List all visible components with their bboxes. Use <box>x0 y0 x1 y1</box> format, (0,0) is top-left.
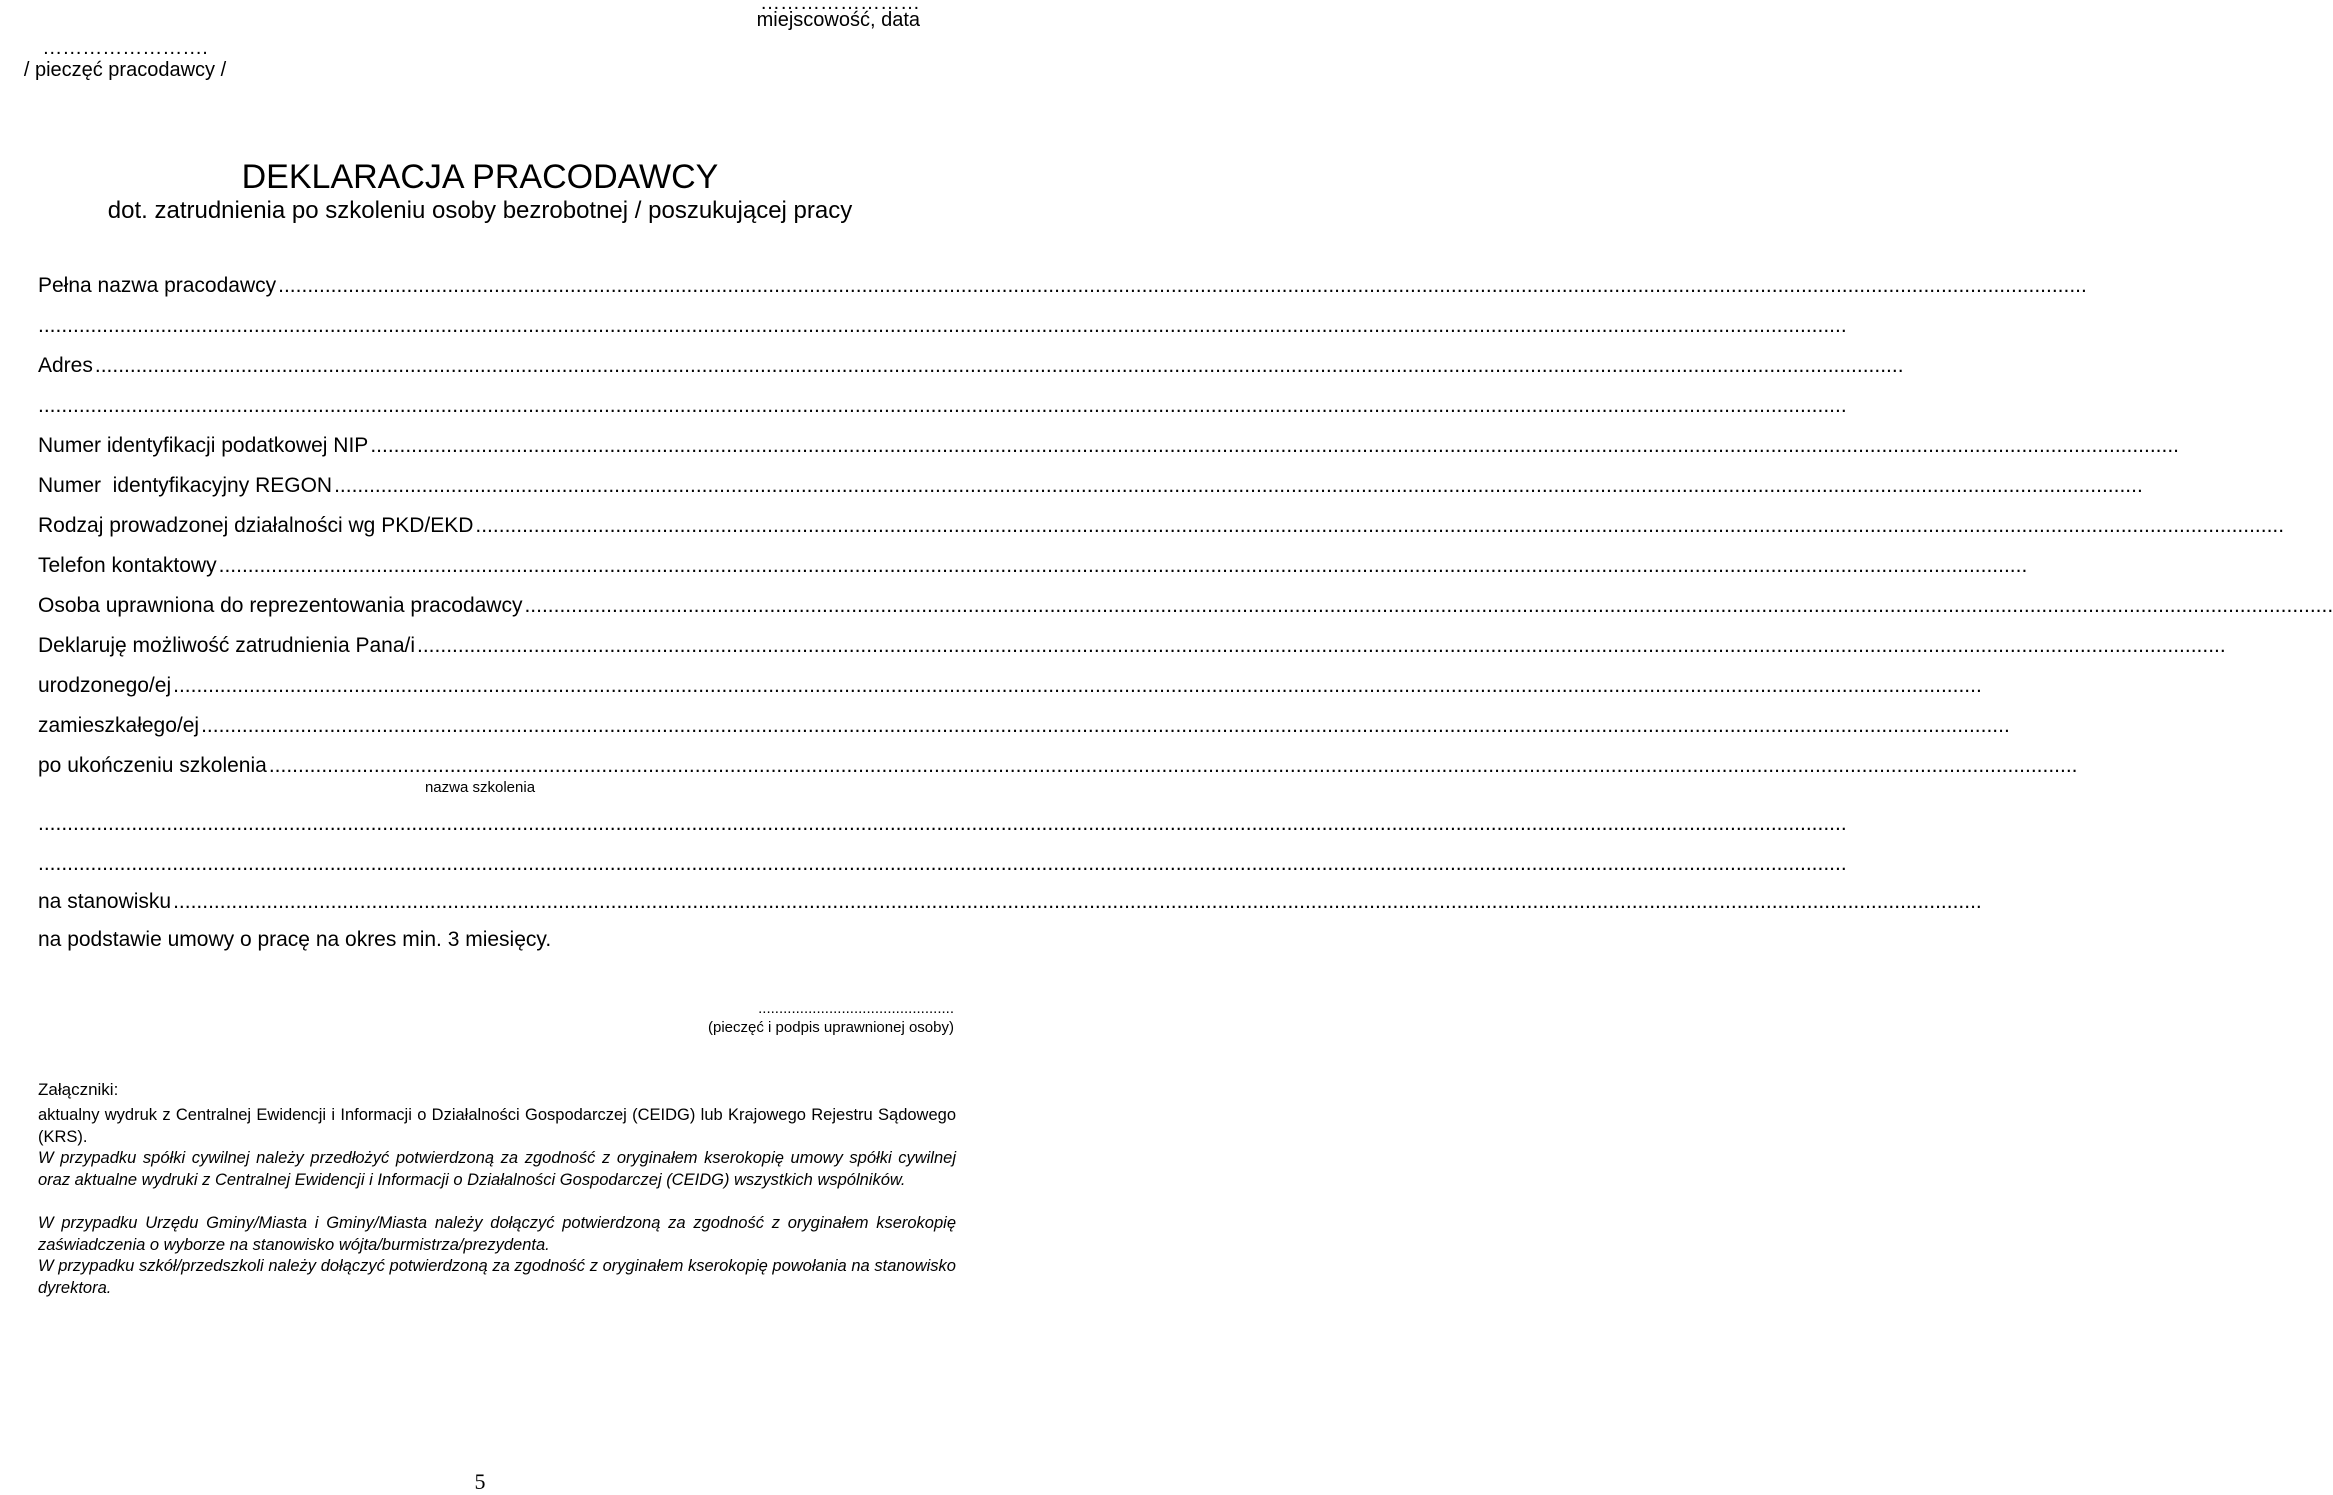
employer-stamp-label: / pieczęć pracodawcy / <box>23 59 227 81</box>
dotted-fill: ...................................................................................................................................................................................................................................................................................................................... <box>94 354 1904 377</box>
nip-field[interactable] <box>38 431 2179 459</box>
regon-label: Numer identyfikacyjny REGON <box>38 474 333 497</box>
attachment-paragraph-4: W przypadku szkół/przedszkoli należy dołączyć potwierdzoną za zgodność z oryginałem kserokopię powołania na stanowisko dyrektora. <box>38 1257 956 1297</box>
resident-field[interactable] <box>38 711 2010 739</box>
dotted-fill: ...................................................................................................................................................................................................................................................................................................................... <box>334 474 2143 497</box>
address-field[interactable] <box>38 351 1904 379</box>
born-field[interactable] <box>38 671 1982 699</box>
dotted-fill: ...................................................................................................................................................................................................................................................................................................................... <box>218 554 2028 577</box>
document-subtitle: dot. zatrudnienia po szkoleniu osoby bezrobotnej / poszukującej pracy <box>107 197 853 224</box>
address-continuation[interactable] <box>38 391 1847 419</box>
representative-label: Osoba uprawniona do reprezentowania pracodawcy <box>38 594 523 617</box>
dotted-fill: ...................................................................................................................................................................................................................................................................................................................... <box>524 594 2333 617</box>
dotted-fill: ...................................................................................................................................................................................................................................................................................................................... <box>38 852 1847 875</box>
dotted-fill: ...................................................................................................................................................................................................................................................................................................................... <box>173 890 1982 913</box>
signature-label: (pieczęć i podpis uprawnionej osoby) <box>708 1019 954 1036</box>
training-name-line-2[interactable] <box>38 849 1847 877</box>
phone-label: Telefon kontaktowy <box>38 554 217 577</box>
employer-name-field[interactable] <box>38 271 2087 299</box>
page-number: 5 <box>474 1469 486 1494</box>
dotted-fill: ...................................................................................................................................................................................................................................................................................................................... <box>173 674 1982 697</box>
declare-person-label: Deklaruję możliwość zatrudnienia Pana/i <box>38 634 416 657</box>
document-title: DEKLARACJA PRACODAWCY <box>241 158 719 196</box>
training-label: po ukończeniu szkolenia <box>38 754 267 777</box>
dotted-fill: ...................................................................................................................................................................................................................................................................................................................... <box>278 274 2087 297</box>
pkd-field[interactable] <box>38 511 2285 539</box>
dotted-fill: ...................................................................................................................................................................................................................................................................................................................... <box>370 434 2179 457</box>
attachments-heading: Załączniki: <box>38 1080 119 1099</box>
attachment-paragraph-2: W przypadku spółki cywilnej należy przedłożyć potwierdzoną za zgodność z oryginałem kserokopię umowy spółki cywilnej oraz aktualne wydruki z Centralnej Ewidencji i Informacji o Działalności Gospodarczej (CEIDG) wszystkich wspólników. <box>38 1149 956 1189</box>
position-label: na stanowisku <box>38 890 172 913</box>
phone-field[interactable] <box>38 551 2028 579</box>
dotted-fill: ...................................................................................................................................................................................................................................................................................................................... <box>268 754 2078 777</box>
training-name-caption: nazwa szkolenia <box>424 779 536 796</box>
employer-name-continuation[interactable] <box>38 311 1847 339</box>
employer-name-label: Pełna nazwa pracodawcy <box>38 274 277 297</box>
training-name-line-1[interactable] <box>38 809 1847 837</box>
place-date-label: miejscowość, data <box>756 9 920 31</box>
born-label: urodzonego/ej <box>38 674 172 697</box>
attachment-paragraph-1: aktualny wydruk z Centralnej Ewidencji i Informacji o Działalności Gospodarczej (CEIDG) lub Krajowego Rejestru Sądowego (KRS). <box>38 1106 956 1146</box>
dotted-fill: ...................................................................................................................................................................................................................................................................................................................... <box>38 394 1847 417</box>
employer-stamp-dots: ……………………. <box>42 37 208 59</box>
attachment-paragraph-3: W przypadku Urzędu Gminy/Miasta i Gminy/Miasta należy dołączyć potwierdzoną za zgodność z oryginałem kserokopię zaświadczenia o wyborze na stanowisko wójta/burmistrza/prezydenta. <box>38 1214 956 1254</box>
resident-label: zamieszkałego/ej <box>38 714 200 737</box>
declare-person-field[interactable] <box>38 631 2226 659</box>
contract-line: na podstawie umowy o pracę na okres min. 3 miesięcy. <box>38 928 552 951</box>
signature-dots: ............................................... <box>758 1000 954 1017</box>
dotted-fill: ...................................................................................................................................................................................................................................................................................................................... <box>417 634 2226 657</box>
pkd-label: Rodzaj prowadzonej działalności wg PKD/EKD <box>38 514 474 537</box>
address-label: Adres <box>38 354 93 377</box>
nip-label: Numer identyfikacji podatkowej NIP <box>38 434 369 457</box>
regon-field[interactable] <box>38 471 2143 499</box>
representative-field[interactable] <box>38 591 2333 619</box>
dotted-fill: ...................................................................................................................................................................................................................................................................................................................... <box>475 514 2285 537</box>
training-field[interactable] <box>38 751 2078 779</box>
dotted-fill: ...................................................................................................................................................................................................................................................................................................................... <box>38 812 1847 835</box>
dotted-fill: ...................................................................................................................................................................................................................................................................................................................... <box>38 314 1847 337</box>
position-field[interactable] <box>38 887 1982 915</box>
dotted-fill: ...................................................................................................................................................................................................................................................................................................................... <box>201 714 2010 737</box>
place-date-dots: …………………… <box>760 0 920 14</box>
